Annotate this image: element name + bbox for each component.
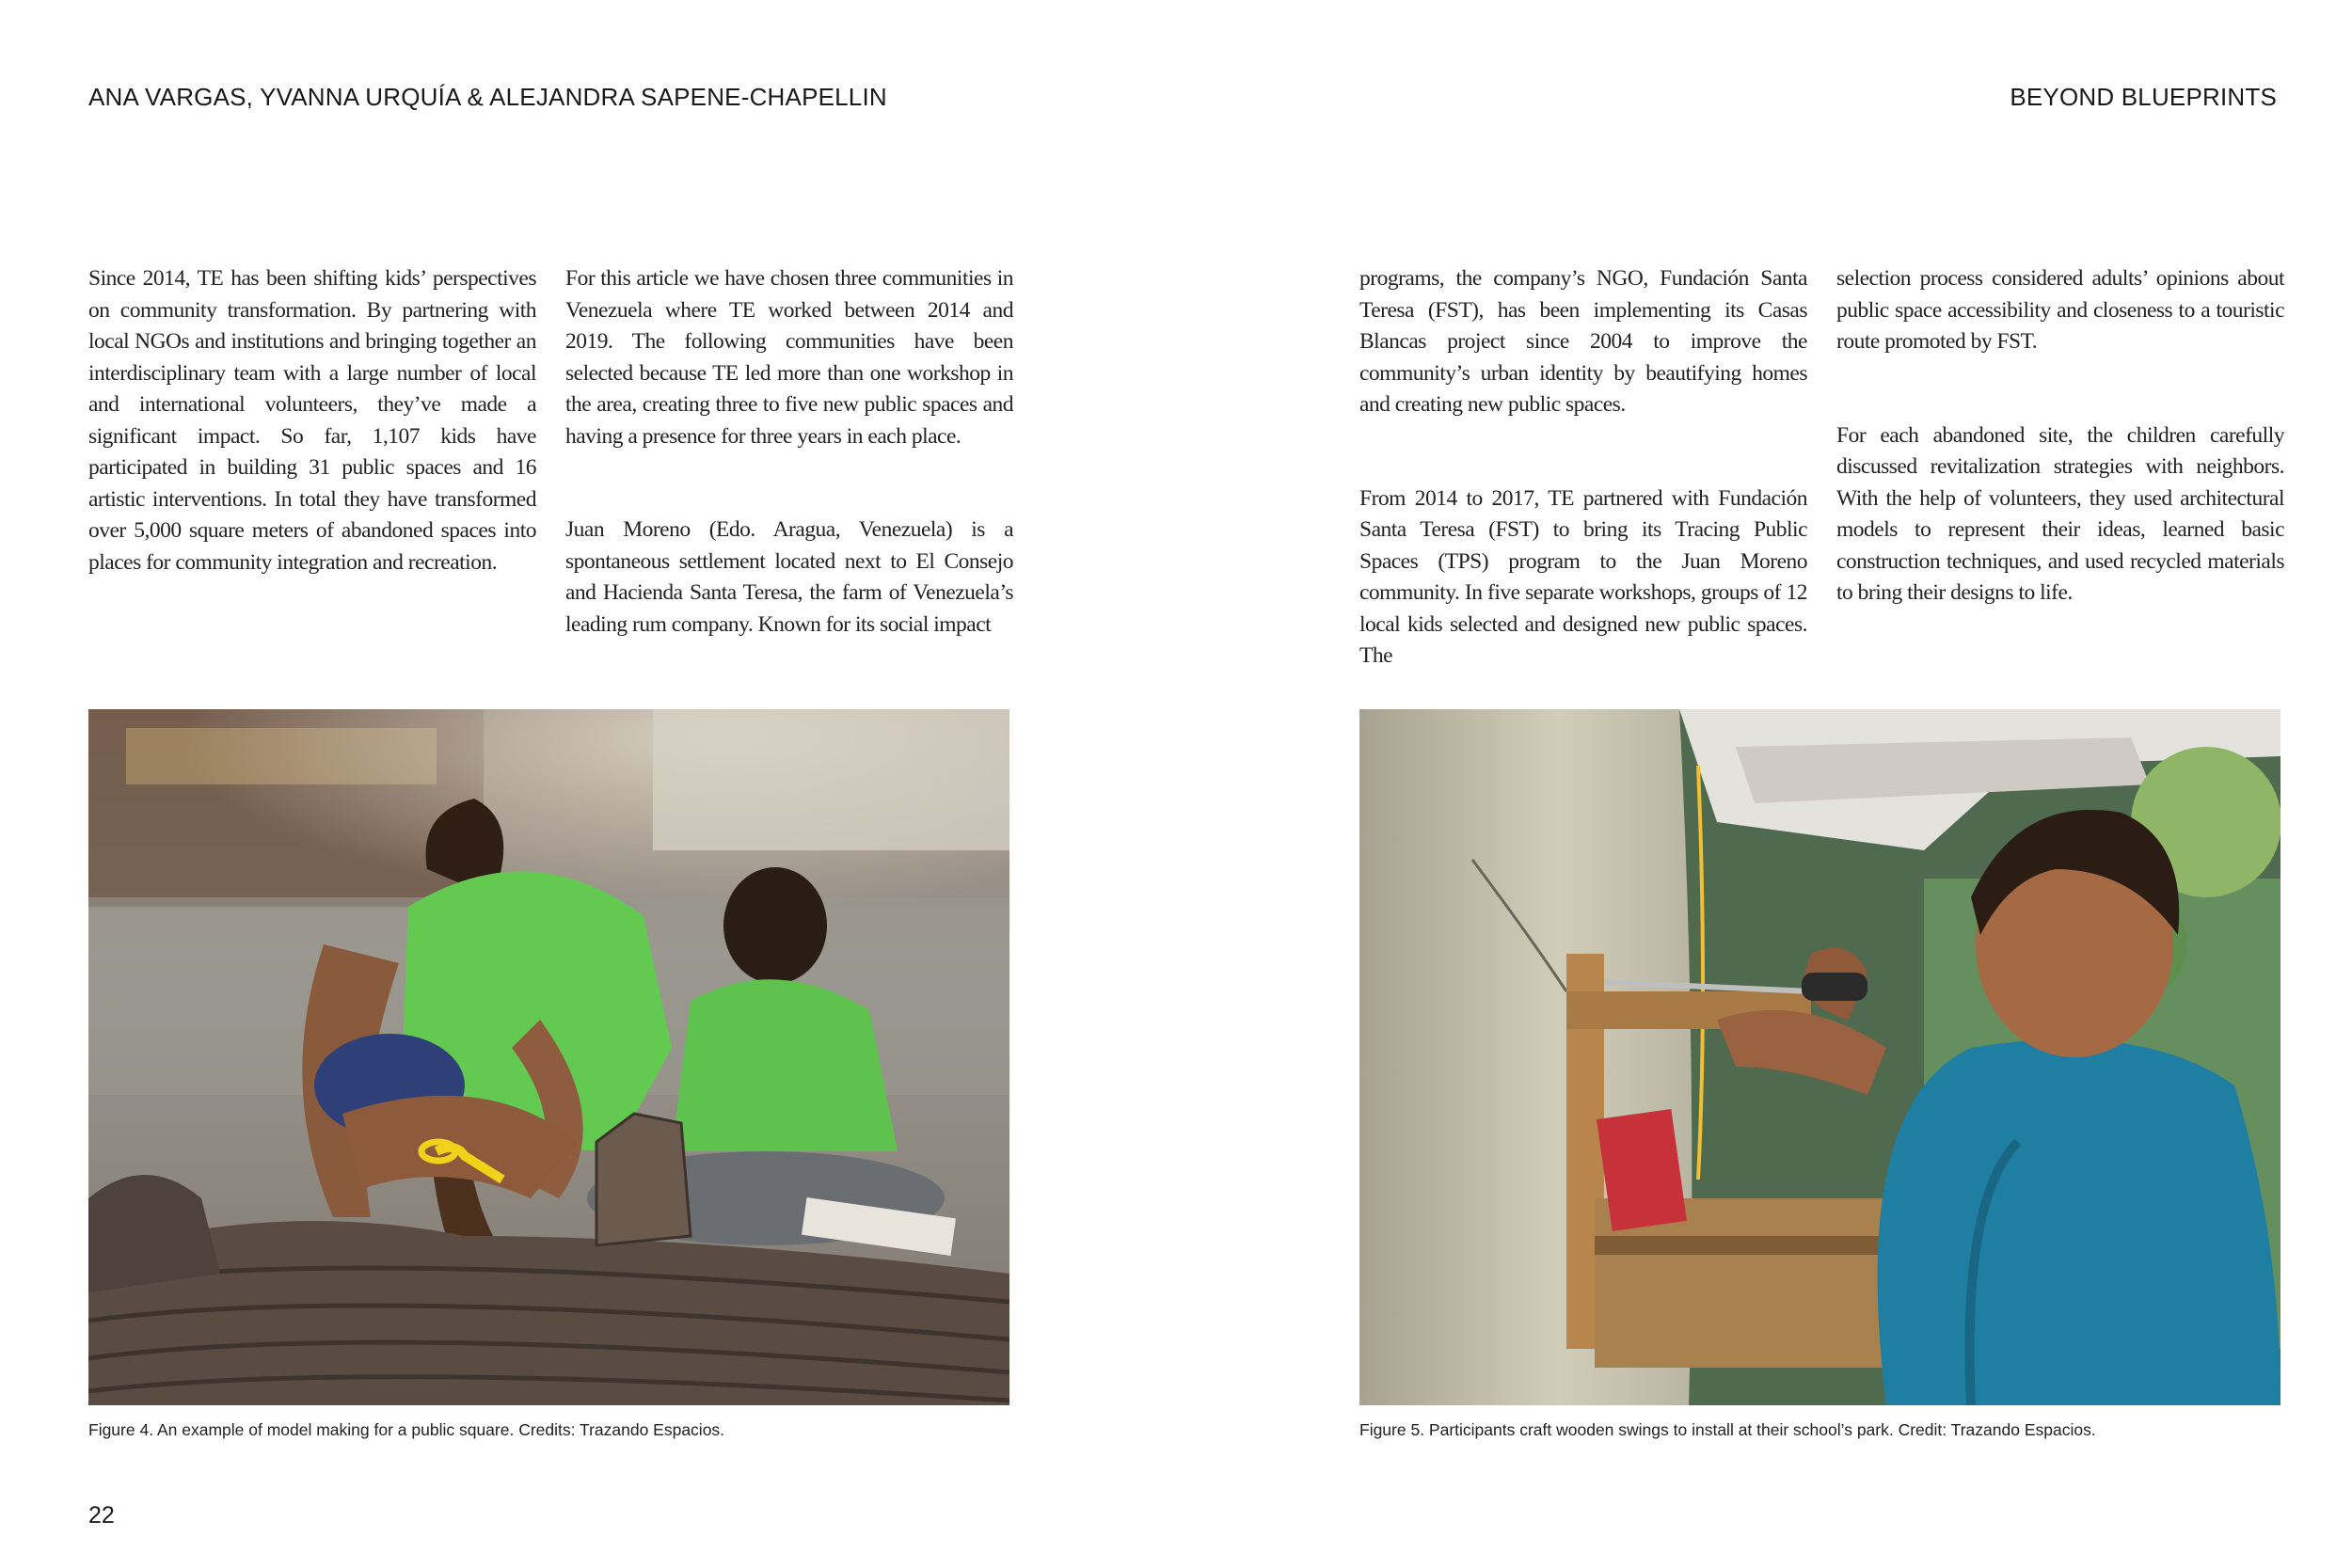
text-column-1 [88,263,536,578]
paragraph: Juan Moreno (Edo. Aragua, Venezuela) is a spontaneous settlement located next to El Consejo and Hacienda Santa Teresa, the farm of Venezuela’s leading rum company. Known for its social impact [565,517,1013,637]
figure-4-caption: Figure 4. An example of model making for a public square. Credits: Trazando Espacios. [88,1420,725,1439]
running-header-authors: ANA VARGAS, YVANNA URQUÍA & ALEJANDRA SAPENE-CHAPELLIN [88,83,887,111]
wooden-swing-photo [1359,709,2280,1405]
paragraph: For this article we have chosen three communities in Venezuela where TE worked between 2014 and 2019. The following communities have been selected because TE led more than one workshop in the area, creating three to five new public spaces and having a presence for three years in each place. [565,266,1013,449]
running-header-title: BEYOND BLUEPRINTS [2010,83,2277,111]
text-column-4 [1836,263,2284,610]
figure-5-photo [1359,709,2280,1405]
paragraph: From 2014 to 2017, TE partnered with Fundación Santa Teresa (FST) to bring its Tracing Public Spaces (TPS) program to the Juan Moreno community. In five separate workshops, groups of 12 local kids selected and designed new public spaces. The [1359,485,1807,668]
paragraph: For each abandoned site, the children carefully discussed revitalization strategies with neighbors. With the help of volunteers, they used architectural models to represent their ideas, learned basic construction techniques, and used recycled materials to bring their designs to life. [1836,422,2284,605]
figure-5-caption: Figure 5. Participants craft wooden swings to install at their school’s park. Credit: Trazando Espacios. [1359,1420,2096,1439]
paragraph: programs, the company’s NGO, Fundación Santa Teresa (FST), has been implementing its Casas Blancas project since 2004 to improve the community’s urban identity by beautifying homes and creating new public spaces. [1359,266,1807,417]
model-making-photo [88,709,1009,1405]
page-number: 22 [88,1502,115,1528]
figure-4-photo [88,709,1009,1405]
paragraph: Since 2014, TE has been shifting kids’ perspectives on community transformation. By partnering with local NGOs and institutions and bringing together an interdisciplinary team with a large number of local and international volunteers, they’ve made a significant impact. So far, 1,107 kids have participated in building 31 public spaces and 16 artistic interventions. In total they have transformed over 5,000 square meters of abandoned spaces into places for community integration and recreation. [88,266,536,575]
text-column-3 [1359,263,1807,673]
paragraph: selection process considered adults’ opinions about public space accessibility and closeness to a touristic route promoted by FST. [1836,266,2284,354]
text-column-2 [565,263,1013,641]
